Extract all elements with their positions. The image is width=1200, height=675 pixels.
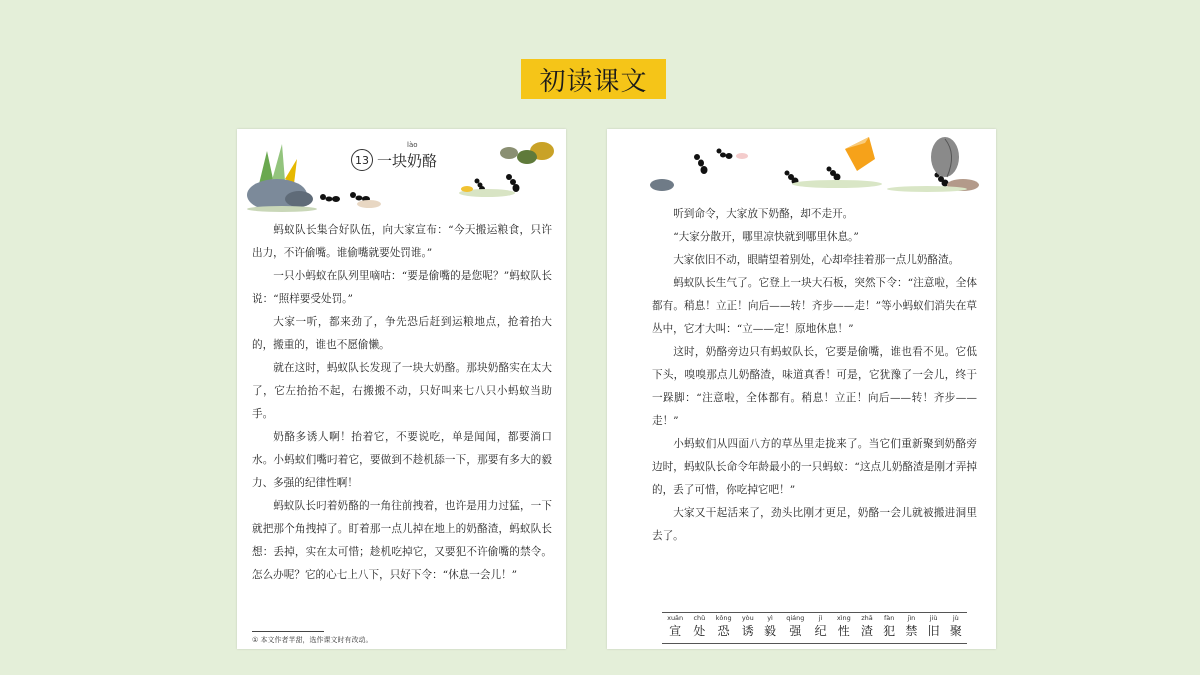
new-character bbox=[861, 613, 873, 639]
new-character-hanzi: 犯 bbox=[883, 624, 896, 638]
textbook-page-left bbox=[237, 129, 566, 649]
lesson-title-pinyin: lào bbox=[407, 141, 418, 149]
new-character-hanzi: 恐 bbox=[717, 624, 730, 638]
new-character bbox=[905, 613, 917, 639]
new-character-pinyin: jìn bbox=[907, 614, 916, 622]
new-character-pinyin: fàn bbox=[883, 614, 895, 622]
new-character-hanzi: 禁 bbox=[905, 624, 918, 638]
paragraph: 这时，奶酪旁边只有蚂蚁队长，它要是偷嘴，谁也看不见。它低下头，嗅嗅那点儿奶酪渣，味道真香！可是，它犹豫了一会儿，终于一跺脚：“注意啦，全体都有。稍息！立正！向后——转！齐步——走！” bbox=[652, 346, 977, 427]
new-character-hanzi: 聚 bbox=[949, 624, 962, 638]
left-page-text bbox=[252, 219, 552, 587]
paragraph: 大家依旧不动，眼睛望着别处，心却牵挂着那一点儿奶酪渣。 bbox=[673, 254, 960, 266]
new-character-hanzi: 毅 bbox=[764, 624, 777, 638]
textbook-page-right bbox=[607, 129, 996, 649]
ants-cheese-illustration-icon bbox=[607, 129, 996, 199]
new-character-pinyin: xìng bbox=[836, 614, 851, 622]
new-character-hanzi: 处 bbox=[693, 624, 706, 638]
new-character bbox=[950, 613, 962, 639]
slide-title: 初读课文 bbox=[521, 59, 666, 99]
paragraph: 一只小蚂蚁在队列里嘀咕：“要是偷嘴的是您呢？”蚂蚁队长说：“照样要受处罚。” bbox=[252, 270, 552, 305]
new-character bbox=[786, 613, 804, 639]
lesson-title: 一块奶酪 bbox=[377, 151, 438, 170]
new-character bbox=[764, 613, 776, 639]
new-character bbox=[883, 613, 895, 639]
new-character-hanzi: 旧 bbox=[927, 624, 940, 638]
new-character-pinyin: yì bbox=[767, 614, 773, 622]
new-character-pinyin: zhā bbox=[861, 614, 873, 622]
paragraph: 小蚂蚁们从四面八方的草丛里走拢来了。当它们重新聚到奶酪旁边时，蚂蚁队长命令年龄最小的一只蚂蚁：“这点儿奶酪渣是刚才弄掉的，丢了可惜，你吃掉它吧！” bbox=[652, 438, 977, 496]
lesson-number: 13 bbox=[351, 149, 373, 171]
new-character-pinyin: kǒng bbox=[715, 614, 732, 622]
ant-rock-illustration-icon bbox=[237, 129, 566, 217]
footnote: ① 本文作者芊甜，选作课文时有改动。 bbox=[252, 636, 373, 644]
new-character-pinyin: qiáng bbox=[786, 614, 805, 622]
paragraph: 就在这时，蚂蚁队长发现了一块大奶酪。那块奶酪实在太大了，它左抬抬不起，右搬搬不动，只好叫来七八只小蚂蚁当助手。 bbox=[252, 362, 552, 420]
new-character bbox=[815, 613, 827, 639]
paragraph: 蚂蚁队长生气了。它登上一块大石板，突然下令：“注意啦，全体都有。稍息！立正！向后——转！齐步——走！”等小蚂蚁们消失在草丛中，它才大叫：“立——定！原地休息！” bbox=[652, 277, 977, 335]
new-character-pinyin: chǔ bbox=[693, 614, 706, 622]
right-page-text bbox=[652, 203, 977, 548]
new-character bbox=[667, 613, 683, 639]
new-character bbox=[837, 613, 851, 639]
new-character-pinyin: jì bbox=[818, 614, 823, 622]
new-character bbox=[928, 613, 940, 639]
new-character bbox=[716, 613, 732, 639]
paragraph: 奶酪多诱人啊！抬着它，不要说吃，单是闻闻，都要淌口水。小蚂蚁们嘴叼着它，要做到不趁机舔一下，那要有多大的毅力、多强的纪律性啊！ bbox=[252, 431, 552, 489]
paragraph: “大家分散开，哪里凉快就到哪里休息。” bbox=[673, 231, 859, 243]
new-character-hanzi: 性 bbox=[837, 624, 850, 638]
new-character-hanzi: 宣 bbox=[669, 624, 682, 638]
new-characters-box bbox=[662, 612, 967, 644]
new-character-pinyin: jù bbox=[952, 614, 959, 622]
paragraph: 听到命令，大家放下奶酪，却不走开。 bbox=[673, 208, 854, 220]
new-character-hanzi: 强 bbox=[789, 624, 802, 638]
new-characters-row bbox=[662, 613, 967, 639]
new-character bbox=[742, 613, 754, 639]
new-character-pinyin: yòu bbox=[741, 614, 754, 622]
footnote-divider bbox=[252, 631, 324, 632]
new-character-pinyin: jiù bbox=[929, 614, 938, 622]
lesson-heading bbox=[351, 149, 437, 171]
paragraph: 大家一听，都来劲了，争先恐后赶到运粮地点，抢着抬大的，搬重的，谁也不愿偷懒。 bbox=[252, 316, 552, 351]
new-character-pinyin: xuān bbox=[667, 614, 684, 622]
new-character-hanzi: 诱 bbox=[741, 624, 754, 638]
paragraph: 蚂蚁队长叼着奶酪的一角往前拽着，也许是用力过猛，一下就把那个角拽掉了。盯着那一点儿掉在地上的奶酪渣，蚂蚁队长想：丢掉，实在太可惜；趁机吃掉它，又要犯不许偷嘴的禁令。怎么办呢？它的心七上八下，只好下令：“休息一会儿！” bbox=[252, 500, 552, 581]
new-character-hanzi: 渣 bbox=[860, 624, 873, 638]
new-character bbox=[693, 613, 705, 639]
paragraph: 大家又干起活来了，劲头比刚才更足，奶酪一会儿就被搬进洞里去了。 bbox=[652, 507, 977, 542]
paragraph: 蚂蚁队长集合好队伍，向大家宣布：“今天搬运粮食，只许出力，不许偷嘴。谁偷嘴就要处罚谁。” bbox=[252, 224, 552, 259]
new-character-hanzi: 纪 bbox=[814, 624, 827, 638]
